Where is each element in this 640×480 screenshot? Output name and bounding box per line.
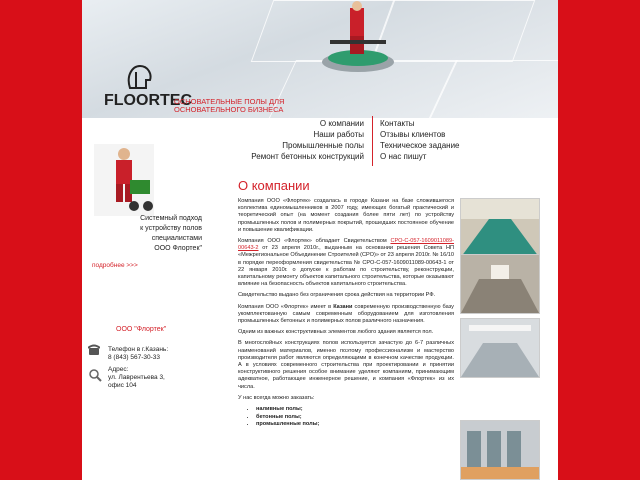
list-item: • промышленные полы; <box>256 421 454 429</box>
floor-machine-image <box>310 0 400 80</box>
paragraph: Свидетельство выдано без ограничения срока действия на территории РФ. <box>238 292 436 299</box>
slogan <box>102 214 202 254</box>
address-label: Адрес: <box>108 366 129 373</box>
nav-item-contacts[interactable]: Контакты <box>380 119 415 128</box>
text: Компания ООО «Флортек» обладает Свидетельством <box>238 238 387 245</box>
nav-item-concrete-repair[interactable]: Ремонт бетонных конструкций <box>251 152 364 161</box>
more-link[interactable]: подробнее >>> <box>92 262 138 269</box>
nav-item-press[interactable]: О нас пишут <box>380 152 427 161</box>
address-line: офис 104 <box>108 382 137 389</box>
nav-right <box>378 118 558 162</box>
paragraph <box>238 238 454 288</box>
slogan-line: к устройству полов <box>140 225 202 232</box>
floor-photo-thumbnail[interactable] <box>460 254 540 314</box>
text: Компания ООО «Флортек» имеет в <box>238 303 332 310</box>
address-icon <box>88 368 102 382</box>
nav-item-about[interactable]: О компании <box>319 119 364 128</box>
company-name: ООО "Флортек" <box>116 326 167 333</box>
list-item: • наливные полы; <box>256 406 454 414</box>
nav-item-technical-task[interactable]: Техническое задание <box>380 141 460 150</box>
logo[interactable] <box>96 62 192 116</box>
nav-left <box>212 118 364 162</box>
text-bold: Казани <box>333 303 353 310</box>
floor-photo-thumbnail[interactable] <box>460 318 540 378</box>
slogan-line: ООО Флортек" <box>154 245 202 252</box>
worker-image <box>94 144 154 216</box>
nav-divider <box>372 116 373 166</box>
logo-text: FLOORTEC <box>104 92 192 109</box>
paragraph <box>238 304 454 326</box>
address-info <box>108 366 165 390</box>
nav-item-works[interactable]: Наши работы <box>313 130 364 139</box>
elephant-logo-icon <box>124 62 154 92</box>
text: от 23 апреля 2010г., выданным на основании решения Совета НП «Межрегиональное Объединение Строителей (СРО)» от 23 апреля 2010г. № 16/10 в порядке переоформления свидетельства № СРО-С-057-1609011089-00643-1 от 22 января 2010г. о допуске к работам по строительству, реконструкции, капитальному ремонту объектов капитального строительства, которые оказывают влияние на безопасность объектов капитального строительства. <box>238 245 455 288</box>
page <box>82 0 558 480</box>
slogan-line: Системный подход <box>140 215 202 222</box>
list-item: • бетонные полы; <box>256 414 454 422</box>
text: современную производственную базу укомплектованную самым современным оборудованием для изготовления промышленных бетонных и полимерных полов различного назначения. <box>238 303 454 325</box>
paragraph: Одним из важных конструктивных элементов любого здания является пол. <box>238 329 434 336</box>
phone-label: Телефон в г.Казань: <box>108 346 169 353</box>
phone-icon <box>88 344 100 356</box>
floor-photo-thumbnail[interactable] <box>460 420 540 480</box>
page-title: О компании <box>238 178 310 193</box>
header-photo <box>82 0 558 118</box>
paragraph: Компания ООО «Флортек» создалась в городе Казани на базе сложившегося коллектива единомышленников в 2007 году, имеющих богатый практический и теоретический опыт (на момент создания более пяти лет) по устройству промышленных полов и полимерных покрытий, прошедших постоянное обучение и повышение квалификации. <box>238 198 454 233</box>
floor-photo-thumbnail[interactable] <box>460 198 540 258</box>
order-list <box>248 406 454 429</box>
slogan-line: специалистами <box>151 235 202 242</box>
phone-value: 8 (843) 567-30-33 <box>108 354 161 361</box>
nav-item-reviews[interactable]: Отзывы клиентов <box>380 130 446 139</box>
nav-item-industrial-floors[interactable]: Промышленные полы <box>282 141 364 150</box>
tagline: ОСНОВАТЕЛЬНЫЕ ПОЛЫ ДЛЯ ОСНОВАТЕЛЬНОГО БИЗНЕСА <box>174 97 285 114</box>
main-content <box>238 198 454 429</box>
paragraph: У нас всегда можно заказать: <box>238 394 315 401</box>
sro-certificate-link[interactable]: СРО-С-057-1609011089-00643-2 <box>238 238 454 252</box>
phone-info <box>108 346 168 362</box>
paragraph: В многослойных конструкциях полов используется зачастую до 6-7 различных наименований материалов, именно поэтому профессионализм и мастерство производителя работ являются определяющими в конечном качестве продукции. А в условиях современного строительства при проектировании и принятии конструктивного решения особое внимание уделяют компаниям, принимающим адекватное, работающее инженерное решение, и компания «Флортек» из их числа. <box>238 340 454 390</box>
address-line: ул. Лаврентьева 3, <box>108 374 165 381</box>
